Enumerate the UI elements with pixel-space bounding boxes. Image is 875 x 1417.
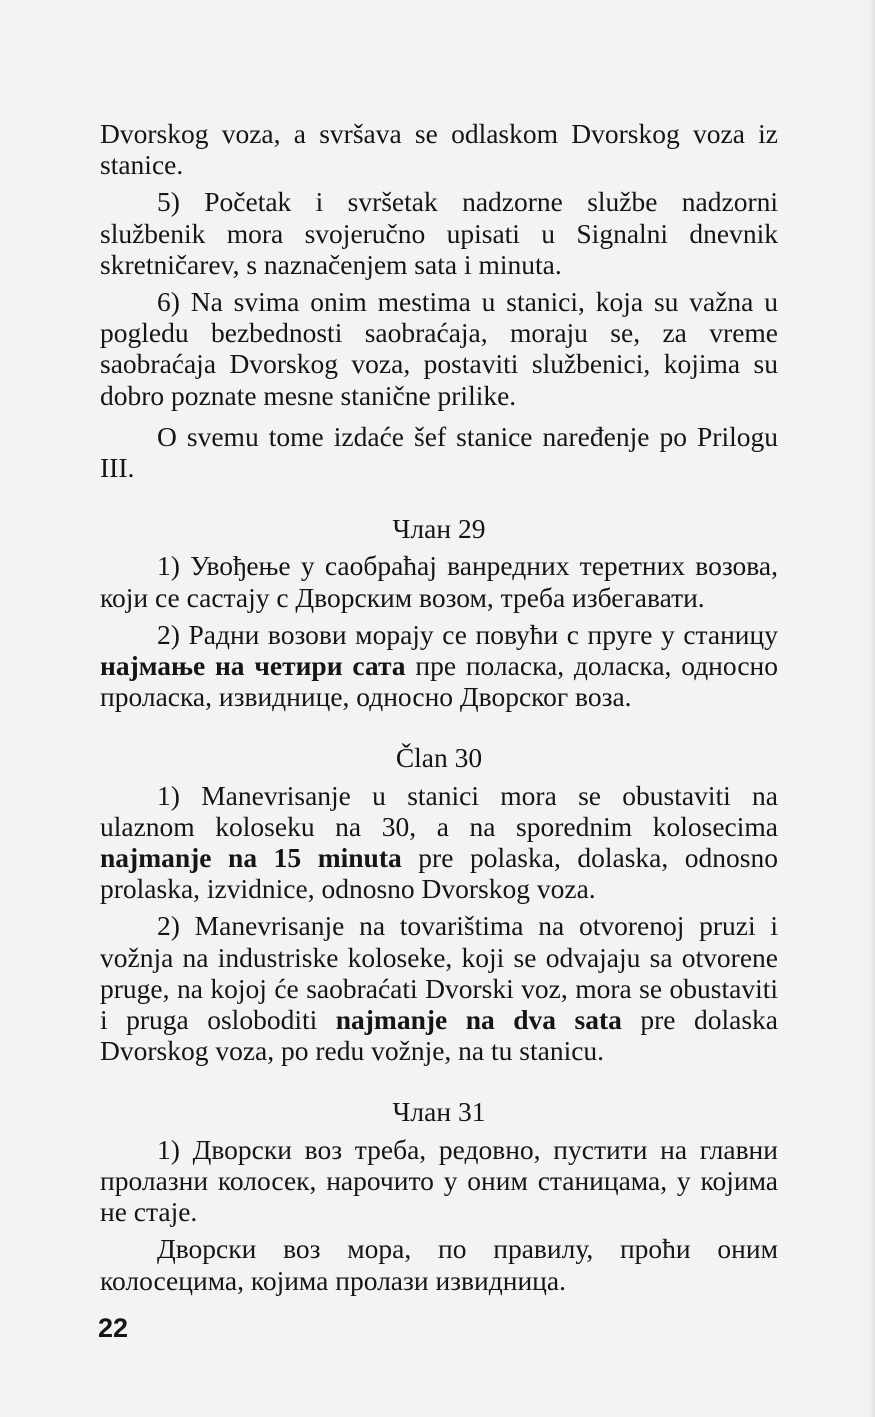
article-29-paragraph-1: 1) Увођење у саобраћај ванредних теретних возова, који се састају с Дворским возом, треба избегавати. [100, 550, 778, 613]
article-31-title: Члан 31 [392, 1096, 486, 1128]
paragraph-continuation: Dvorskog voza, a svršava se odlaskom Dvorskog voza iz stanice. [100, 118, 778, 181]
article-30-p1-bold: najmanje na 15 minuta [100, 842, 402, 874]
article-29-p2-bold: најмање на четири сата [100, 650, 406, 682]
article-30-paragraph-2 [100, 910, 778, 1066]
paragraph-order: O svemu tome izdaće šef stanice naređenje po Prilogu III. [100, 420, 778, 484]
article-30-p2-bold: najmanje na dva sata [335, 1004, 622, 1036]
article-31-paragraph-2: Дворски воз мора, по правилу, проћи оним колосецима, којима пролази извидница. [100, 1233, 778, 1296]
article-30-p1-text-b: pre polaska, dolaska, odnosno prolaska, izvidnice, odnosno Dvorskog voza. [100, 842, 779, 905]
paragraph-6: 6) Na svima onim mestima u stanici, koja su važna u pogledu bezbednosti saobraćaja, moraju se, za vreme saobraćaja Dvorskog voza, postaviti službenici, kojima su dobro poznate mesne stanične prilike. [100, 286, 778, 411]
article-29-paragraph-2 [100, 619, 778, 713]
article-31-paragraph-1: 1) Дворски воз треба, редовно, пустити на главни пролазни колосек, нарочито у оним станицама, у којима не стаје. [100, 1133, 778, 1228]
page-text [100, 118, 778, 1296]
page-edge-shadow [869, 0, 875, 1417]
page-number: 22 [98, 1313, 129, 1343]
article-30-p1-text-a: 1) Manevrisanje u stanici mora se obustaviti na ulaznom koloseku na 30, a na sporednim kolosecima [100, 779, 778, 842]
article-30-p2-text-b: pre dolaska Dvorskog voza, po redu vožnje, na tu stanicu. [100, 1004, 778, 1067]
article-29-p2-text-a: 2) Радни возови морају се повући с пруге у станицу [157, 618, 778, 650]
article-30-paragraph-1 [100, 780, 778, 905]
article-30-title: Član 30 [395, 742, 483, 774]
article-29-title: Члан 29 [392, 513, 486, 545]
article-30-p2-text-a: 2) Manevrisanje na tovarištima na otvorenoj pruzi i vožnja na industriske koloseke, koji se odvajaju sa otvorene pruge, na kojoj će saobraćati Dvorski voz, mora se obustaviti i pruga osloboditi [100, 910, 778, 1036]
article-29-p2-text-b: пре поласка, доласка, односно проласка, извиднице, односно Дворског воза. [100, 650, 779, 713]
paragraph-5: 5) Početak i svršetak nadzorne službe nadzorni službenik mora svojeručno upisati u Signalni dnevnik skretničarev, s naznačenjem sata i minuta. [100, 186, 778, 280]
